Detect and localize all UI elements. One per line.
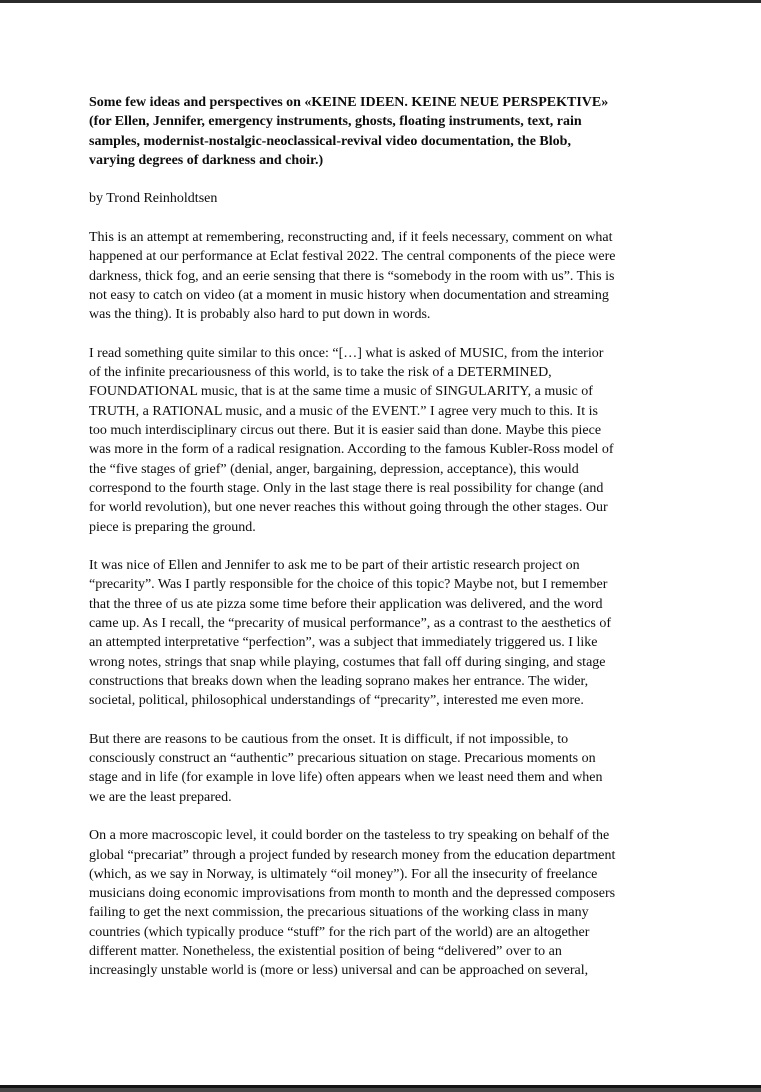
text-line: the “five stages of grief” (denial, anger, bargaining, depression, acceptance), this would bbox=[89, 461, 579, 477]
paragraph bbox=[89, 556, 761, 710]
text-line: musicians doing economic improvisations from month to month and the depressed composers bbox=[89, 886, 616, 902]
text-line: happened at our performance at Eclat festival 2022. The central components of the piece were bbox=[89, 249, 616, 265]
page-bottom-shadow bbox=[0, 1088, 761, 1092]
title-line: varying degrees of darkness and choir.) bbox=[89, 152, 324, 168]
paragraph bbox=[89, 344, 761, 537]
text-line: “precarity”. Was I partly responsible for the choice of this topic? Maybe not, but I remember bbox=[89, 577, 608, 593]
page-bottom-edge bbox=[0, 1085, 761, 1092]
text-line: was the thing). It is probably also hard to put down in words. bbox=[89, 307, 431, 323]
text-line: darkness, thick fog, and an eerie sensing that there is “somebody in the room with us”. This is bbox=[89, 268, 615, 284]
text-line: consciously construct an “authentic” precarious situation on stage. Precarious moments on bbox=[89, 751, 596, 767]
text-line: But there are reasons to be cautious from the onset. It is difficult, if not impossible, to bbox=[89, 731, 569, 747]
document-body bbox=[89, 228, 761, 981]
text-line: It was nice of Ellen and Jennifer to ask me to be part of their artistic research project on bbox=[89, 558, 580, 574]
text-line: I read something quite similar to this once: “[…] what is asked of MUSIC, from the interior bbox=[89, 345, 604, 361]
text-line: came up. As I recall, the “precarity of musical performance”, as a contrast to the aesthetics of bbox=[89, 616, 612, 632]
text-line: was more in the form of a radical resignation. According to the famous Kubler-Ross model of bbox=[89, 442, 614, 458]
text-line: that the three of us ate pizza some time before their application was delivered, and the word bbox=[89, 596, 603, 612]
text-line: global “precariat” through a project funded by research money from the education department bbox=[89, 847, 616, 863]
text-line: we are the least prepared. bbox=[89, 789, 232, 805]
paragraph bbox=[89, 826, 761, 980]
text-line: failing to get the next commission, the precarious situations of the working class in many bbox=[89, 905, 589, 921]
title-line: Some few ideas and perspectives on «KEINE IDEEN. KEINE NEUE PERSPEKTIVE» bbox=[89, 95, 609, 110]
text-line: societal, political, philosophical understandings of “precarity”, interested me even more. bbox=[89, 693, 584, 709]
text-line: On a more macroscopic level, it could border on the tasteless to try speaking on behalf of the bbox=[89, 828, 610, 844]
document-title bbox=[89, 93, 761, 170]
text-line: too much interdisciplinary circus out there. But it is easier said than done. Maybe this piece bbox=[89, 423, 602, 439]
text-line: This is an attempt at remembering, reconstructing and, if it feels necessary, comment on what bbox=[89, 230, 613, 246]
title-line: (for Ellen, Jennifer, emergency instruments, ghosts, floating instruments, text, rain bbox=[89, 114, 582, 130]
text-line: constructions that breaks down when the leading soprano makes her entrance. The wider, bbox=[89, 673, 589, 689]
text-line: increasingly unstable world is (more or less) universal and can be approached on several, bbox=[89, 963, 589, 979]
text-line: stage and in life (for example in love life) often appears when we least need them and when bbox=[89, 770, 603, 786]
text-line: different matter. Nonetheless, the existential position of being “delivered” over to an bbox=[89, 944, 562, 960]
text-line: TRUTH, a RATIONAL music, and a music of the EVENT.” I agree very much to this. It is bbox=[89, 403, 598, 419]
paragraph bbox=[89, 228, 761, 324]
text-line: not easy to catch on video (at a moment in music history when documentation and streaming bbox=[89, 287, 609, 303]
text-line: an attempted interpretative “perfection”, was a subject that immediately triggered us. I like bbox=[89, 635, 598, 651]
paragraph bbox=[89, 730, 761, 807]
text-line: correspond to the fourth stage. Only in the last stage there is real possibility for change (and bbox=[89, 480, 604, 496]
text-line: countries (which typically produce “stuff” for the rich part of the world) are an altogether bbox=[89, 924, 590, 940]
text-line: (which, as we say in Norway, is ultimately “oil money”). For all the insecurity of freelance bbox=[89, 866, 598, 882]
text-line: FOUNDATIONAL music, that is at the same time a music of SINGULARITY, a music of bbox=[89, 384, 593, 400]
text-line: wrong notes, strings that snap while playing, costumes that fall off during singing, and stage bbox=[89, 654, 606, 670]
title-line: samples, modernist-nostalgic-neoclassical-revival video documentation, the Blob, bbox=[89, 133, 571, 149]
text-line: for world revolution), but one never reaches this without going through the other stages. Our bbox=[89, 500, 608, 516]
text-line: of the infinite precariousness of this world, is to take the risk of a DETERMINED, bbox=[89, 365, 552, 381]
text-line: piece is preparing the ground. bbox=[89, 519, 256, 535]
byline: by Trond Reinholdtsen bbox=[89, 191, 218, 207]
